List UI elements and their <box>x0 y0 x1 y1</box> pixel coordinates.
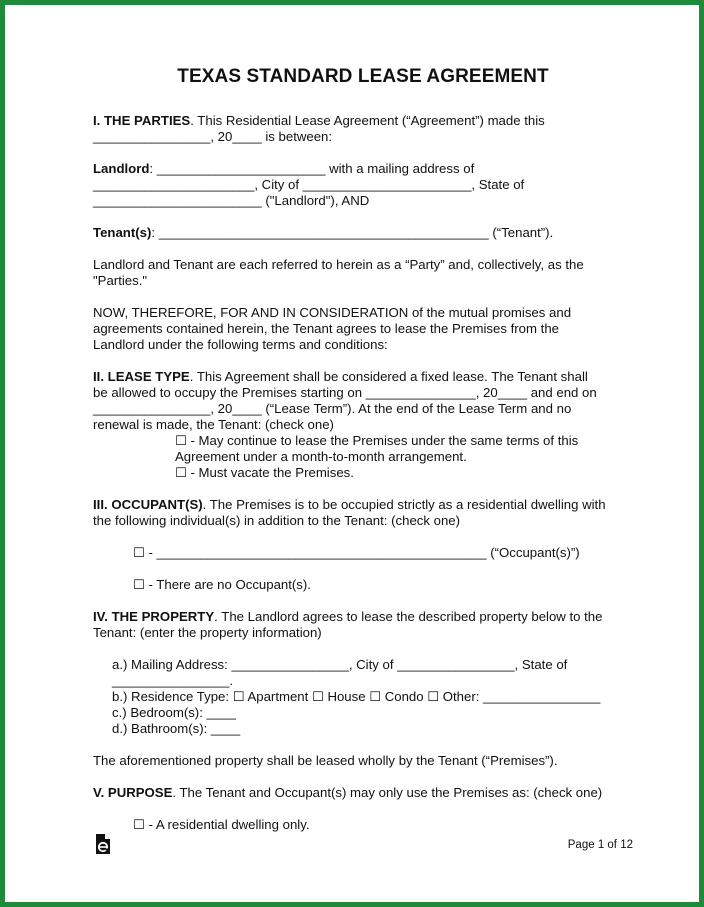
premises-paragraph <box>93 753 633 769</box>
lease-option-continue-text-2: Agreement under a month-to-month arrangement. <box>175 449 467 464</box>
tenant-text-1: : _____________________________________________ (“Tenant”). <box>151 225 554 240</box>
occupants-text-1: . The Premises is to be occupied strictly as a residential dwelling with <box>202 497 606 512</box>
landlord-text-1: : _______________________ with a mailing address of <box>149 161 475 176</box>
premises-text: The aforementioned property shall be leased wholly by the Tenant (“Premises”). <box>93 753 558 768</box>
section-occupants <box>93 497 633 529</box>
lease-type-text-4: renewal is made, the Tenant: (check one) <box>93 417 334 432</box>
party-text-2: "Parties." <box>93 273 148 288</box>
now-text-3: Landlord under the following terms and conditions: <box>93 337 388 352</box>
lease-type-text-2: be allowed to occupy the Premises starting on _______________, 20____ and end on <box>93 385 597 400</box>
property-residence-type[interactable]: b.) Residence Type: ☐ Apartment ☐ House ☐ Condo ☐ Other: ________________ <box>112 689 601 704</box>
party-text-1: Landlord and Tenant are each referred to herein as a “Party” and, collectively, as the <box>93 257 584 272</box>
property-details <box>93 657 633 737</box>
section-heading-purpose: V. PURPOSE <box>93 785 173 800</box>
occupants-text-2: the following individual(s) in addition to the Tenant: (check one) <box>93 513 461 528</box>
property-text-1: . The Landlord agrees to lease the described property below to the <box>214 609 603 624</box>
page-number: Page 1 of 12 <box>567 839 633 851</box>
occupant-option-list <box>93 545 633 561</box>
property-mailing-address-2[interactable]: ________________. <box>112 673 234 688</box>
landlord-text-3: _______________________ ("Landlord"), AND <box>93 193 370 208</box>
section-parties <box>93 113 633 145</box>
landlord-label: Landlord <box>93 161 150 176</box>
property-bathrooms[interactable]: d.) Bathroom(s): ____ <box>112 721 241 736</box>
purpose-option-residential[interactable]: ☐ - A residential dwelling only. <box>133 817 310 832</box>
occupant-option-named[interactable]: ☐ - _____________________________________________ (“Occupant(s)”) <box>133 545 580 560</box>
section-purpose <box>93 785 633 801</box>
lease-option-vacate[interactable]: ☐ - Must vacate the Premises. <box>175 465 354 480</box>
consideration-paragraph <box>93 305 633 353</box>
property-text-2: Tenant: (enter the property information) <box>93 625 322 640</box>
purpose-text-1: . The Tenant and Occupant(s) may only use the Premises as: (check one) <box>172 785 603 800</box>
section-heading-parties: I. THE PARTIES <box>93 113 191 128</box>
purpose-options <box>93 817 633 833</box>
section-heading-occupants: III. OCCUPANT(S) <box>93 497 203 512</box>
section-heading-property: IV. THE PROPERTY <box>93 609 215 624</box>
occupant-option-none-wrap <box>93 577 633 593</box>
section-heading-lease-type: II. LEASE TYPE <box>93 369 190 384</box>
parties-text-1: . This Residential Lease Agreement (“Agreement”) made this <box>190 113 545 128</box>
landlord-text-2: ______________________, City of _______________________, State of <box>93 177 525 192</box>
lease-option-continue[interactable]: ☐ - May continue to lease the Premises under the same terms of this <box>175 433 579 448</box>
landlord-block <box>93 161 633 209</box>
lease-type-text-1: . This Agreement shall be considered a fixed lease. The Tenant shall <box>189 369 588 384</box>
document-page <box>93 66 633 849</box>
eforms-logo-icon <box>95 833 111 855</box>
lease-type-text-3: ________________, 20____ (“Lease Term”). At the end of the Lease Term and no <box>93 401 572 416</box>
now-text-1: NOW, THEREFORE, FOR AND IN CONSIDERATION of the mutual promises and <box>93 305 572 320</box>
section-property <box>93 609 633 641</box>
tenant-block <box>93 225 633 241</box>
document-title: TEXAS STANDARD LEASE AGREEMENT <box>177 66 549 87</box>
parties-text-2: ________________, 20____ is between: <box>93 129 333 144</box>
occupant-option-none[interactable]: ☐ - There are no Occupant(s). <box>133 577 311 592</box>
property-bedrooms[interactable]: c.) Bedroom(s): ____ <box>112 705 236 720</box>
property-mailing-address[interactable]: a.) Mailing Address: ________________, City of ________________, State of <box>112 657 568 672</box>
now-text-2: agreements contained herein, the Tenant agrees to lease the Premises from the <box>93 321 559 336</box>
tenant-label: Tenant(s) <box>93 225 152 240</box>
section-lease-type <box>93 369 633 481</box>
party-definition <box>93 257 633 289</box>
